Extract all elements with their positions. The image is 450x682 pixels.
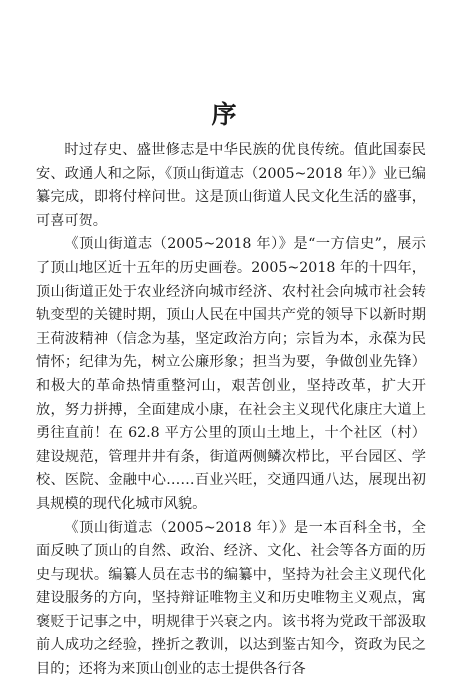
preface-body	[36, 139, 426, 682]
paragraph-3: 《顶山街道志（2005~2018 年）》是一本百科全书，全面反映了顶山的自然、政治、经济、文化、社会等各方面的历史与现状。编纂人员在志书的编纂中，坚持为社会主义现代化建设服务的方向，坚持辩证唯物主义和历史唯物主义观点，寓褒贬于记事之中，明规律于兴衰之内。该书将为党政干部汲取前人成功之经验，挫折之教训，以达到鉴古知今，资政为民之目的；还将为来顶山创业的志士提供各行各	[36, 519, 426, 678]
page-title: 序	[211, 100, 239, 129]
paragraph-2: 《顶山街道志（2005~2018 年）》是“一方信史”，展示了顶山地区近十五年的历史画卷。2005~2018 年的十四年，顶山街道正处于农业经济向城市经济、农村社会向城市社会转轨变型的关键时期，顶山人民在中国共产党的领导下以新时期王荷波精神（信念为基，坚定政治方向；宗旨为本，永葆为民情怀；纪律为先，树立公廉形象；担当为要，争做创业先锋）和极大的革命热情重整河山，艰苦创业，坚持改革，扩大开放，努力拼搏，全面建成小康，在社会主义现代化康庄大道上勇往直前！在 62.8 平方公里的顶山土地上，十个社区（村）建设规范，管理井井有条，街道两侧鳞次栉比，平台园区、学校、医院、金融中心……百业兴旺，交通四通八达，展现出初具规模的现代化城市风貌。	[36, 236, 426, 512]
paragraph-1: 时过存史、盛世修志是中华民族的优良传统。值此国泰民安、政通人和之际，《顶山街道志（2005~2018 年）》业已编纂完成，即将付梓问世。这是顶山街道人民文化生活的盛事，可喜可贺。	[36, 142, 426, 229]
